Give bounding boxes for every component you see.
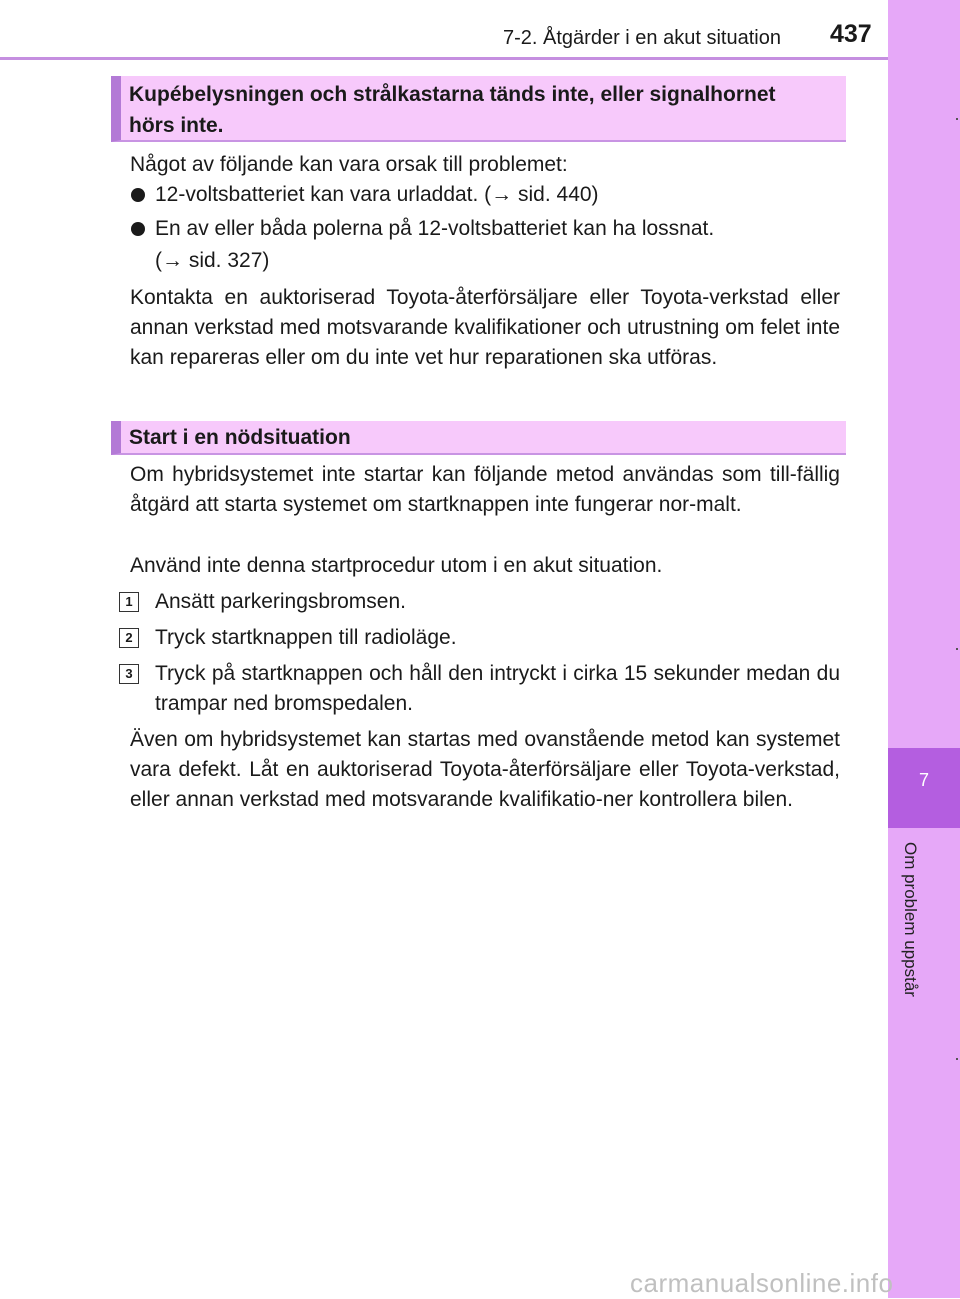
section-heading-emergency-start: Start i en nödsituation — [111, 421, 846, 455]
section-heading-line: Kupébelysningen och strålkastarna tänds inte, eller signalhornet — [129, 83, 776, 106]
bullet-icon — [131, 188, 145, 202]
closing-paragraph: Även om hybridsystemet kan startas med ovanstående metod kan systemet vara defekt. Låt en auktoriserad Toyota-återförsäljare eller Toyota-verkstad, eller annan verkstad med motsvarande kvalifikatio-ner kontrollera bilen. — [130, 728, 840, 811]
step-number-badge: 2 — [119, 628, 139, 648]
step-number-badge: 3 — [119, 664, 139, 684]
section-heading-line: hörs inte. — [129, 114, 224, 137]
emergency-intro-paragraph: Om hybridsystemet inte startar kan följande metod användas som till-fällig åtgärd att starta systemet om startknappen inte fungerar nor-malt. — [130, 463, 840, 516]
emergency-warning-text: Använd inte denna startprocedur utom i en akut situation. — [130, 554, 663, 577]
margin-tick — [956, 648, 958, 650]
watermark-text: carmanualsonline.info — [630, 1268, 894, 1298]
intro-text: Något av följande kan vara orsak till problemet: — [130, 153, 568, 176]
contact-paragraph: Kontakta en auktoriserad Toyota-återförsäljare eller Toyota-verkstad eller annan verkstad med motsvarande kvalifikationer och utrustning om felet inte kan repareras eller om du inte vet hur reparationen ska utföras. — [130, 286, 840, 369]
step-text: Tryck startknappen till radioläge. — [155, 626, 457, 649]
section-heading-lighting-horn — [111, 76, 846, 142]
chapter-title: Om problem uppstår — [901, 842, 920, 997]
step-text: Tryck på startknappen och håll den intryckt i cirka 15 sekunder medan du trampar ned bromspedalen. — [155, 662, 840, 715]
header-section-title: 7-2. Åtgärder i en akut situation — [503, 27, 781, 49]
bullet-item: En av eller båda polerna på 12-voltsbatteriet kan ha lossnat. — [155, 217, 715, 240]
step-number-badge: 1 — [119, 592, 139, 612]
bullet-icon — [131, 222, 145, 236]
header-divider — [0, 57, 888, 60]
bullet-item-continuation: (→ sid. 327) — [155, 249, 270, 272]
margin-tick — [956, 118, 958, 120]
step-text: Ansätt parkeringsbromsen. — [155, 590, 406, 613]
page-number: 437 — [830, 20, 872, 48]
bullet-item: 12-voltsbatteriet kan vara urladdat. (→ sid. 440) — [155, 183, 599, 206]
chapter-side-tab — [888, 0, 960, 1298]
chapter-number: 7 — [918, 770, 929, 790]
margin-tick — [956, 1058, 958, 1060]
